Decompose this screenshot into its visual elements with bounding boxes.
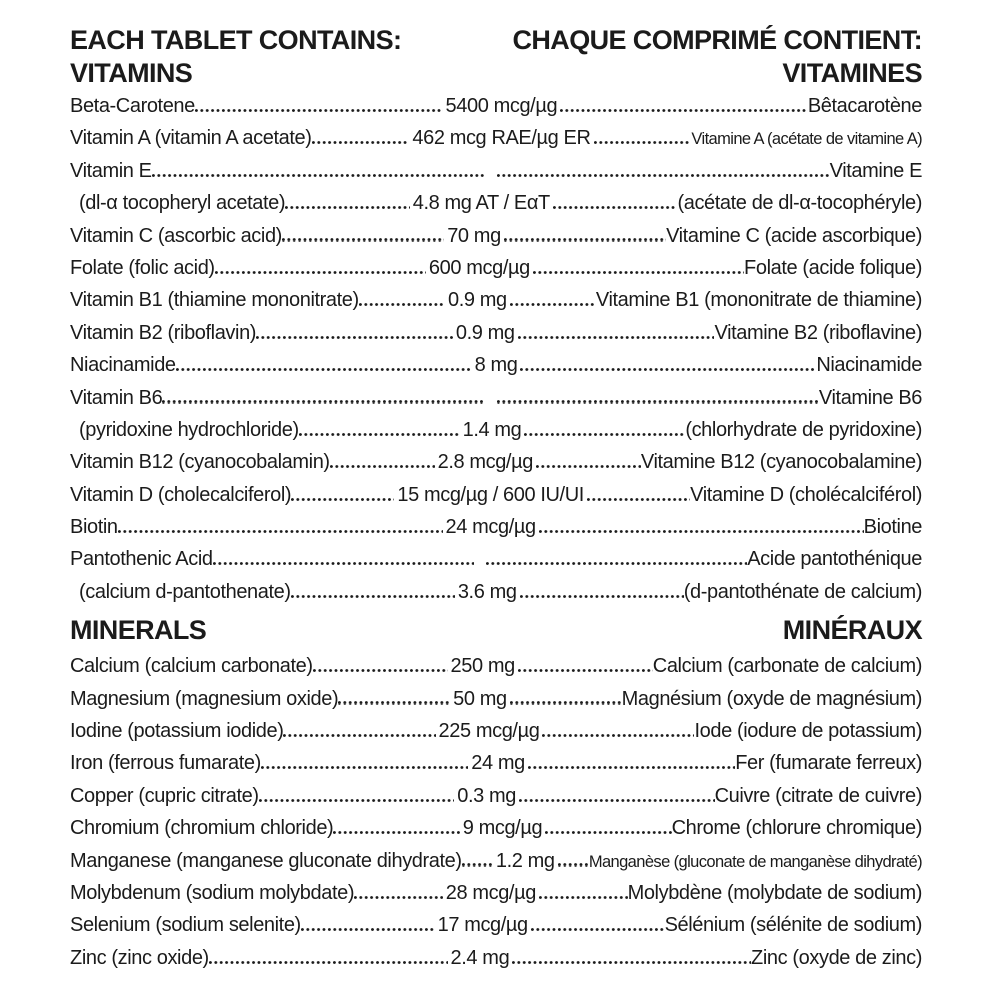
ingredient-name-fr: Magnésium (oxyde de magnésium) [621, 687, 922, 710]
dot-leader [486, 562, 747, 565]
ingredient-name-fr: Zinc (oxyde de zinc) [751, 946, 923, 969]
dot-leader [259, 799, 455, 802]
minerals-heading-fr: MINÉRAUX [782, 615, 922, 646]
ingredient-amount: 462 mcg RAE/µg ER [412, 127, 591, 150]
dot-leader [520, 595, 684, 598]
vitamin-row [70, 90, 922, 122]
ingredient-name-en: Vitamin B12 (cyanocobalamin) [70, 451, 330, 474]
dot-leader [528, 766, 735, 769]
ingredient-amount: 2.4 mg [450, 946, 510, 969]
mineral-row [70, 780, 922, 812]
ingredient-name-en: Chromium (chromium chloride) [70, 817, 334, 840]
vitamin-row [70, 543, 922, 575]
panel-title-fr: CHAQUE COMPRIMÉ CONTIENT: [512, 25, 922, 55]
vitamin-row [70, 511, 922, 543]
ingredient-name-en: Vitamin E [70, 159, 152, 182]
ingredient-name-fr: Vitamine C (acide ascorbique) [666, 224, 923, 247]
ingredient-name-en: (calcium d-pantothenate) [79, 580, 291, 603]
ingredient-name-fr: Molybdène (molybdate de sodium) [627, 881, 923, 904]
vitamin-row [70, 479, 922, 511]
vitamin-row [70, 349, 922, 381]
dot-leader [510, 303, 596, 306]
ingredient-amount: 15 mcg/µg / 600 IU/UI [397, 483, 584, 506]
mineral-row [70, 683, 922, 715]
dot-leader [531, 928, 665, 931]
dot-leader [330, 465, 435, 468]
dot-leader [152, 174, 485, 177]
dot-leader [359, 303, 445, 306]
panel-title [70, 24, 922, 57]
dot-leader [587, 498, 690, 501]
dot-leader [215, 271, 426, 274]
vitamin-row [70, 220, 922, 252]
ingredient-amount: 5400 mcg/µg [445, 95, 558, 117]
ingredient-name-en: Zinc (zinc oxide) [70, 946, 209, 969]
dot-leader [497, 400, 819, 403]
ingredient-name-en: Manganese (manganese gluconate dihydrate) [70, 849, 462, 872]
dot-leader [553, 206, 678, 209]
ingredient-name-fr: Vitamine B1 (mononitrate de thiamine) [595, 289, 923, 312]
dot-leader [594, 141, 692, 144]
ingredient-amount: 4.8 mg AT / EαT [412, 192, 550, 215]
ingredient-name-fr: Vitamine B12 (cyanocobalamine) [640, 451, 922, 474]
mineral-row [70, 942, 922, 974]
dot-leader [539, 530, 864, 533]
dot-leader [536, 465, 641, 468]
dot-leader [518, 336, 715, 339]
dot-leader [176, 368, 472, 371]
ingredient-name-fr: (d-pantothénate de calcium) [683, 580, 922, 603]
dot-leader [333, 831, 459, 834]
vitamin-row [70, 317, 922, 349]
ingredient-name-en: Niacinamide [70, 354, 176, 377]
dot-leader [560, 109, 808, 112]
dot-leader [545, 831, 671, 834]
dot-leader [313, 669, 448, 672]
ingredient-name-fr: Vitamine B6 [818, 386, 922, 409]
ingredient-amount: 0.9 mg [455, 321, 515, 344]
vitamins-heading-en: VITAMINS [70, 58, 193, 88]
dot-leader [162, 400, 484, 403]
mineral-row [70, 845, 922, 877]
ingredient-amount: 1.4 mg [462, 418, 522, 441]
dot-leader [256, 336, 453, 339]
dot-leader [291, 498, 394, 501]
vitamin-row [70, 187, 922, 219]
dot-leader [338, 701, 450, 704]
ingredient-name-fr: Vitamine E [829, 159, 923, 182]
ingredient-amount: 250 mg [450, 655, 515, 678]
ingredient-name-en: Vitamin A (vitamin A acetate) [70, 127, 312, 150]
vitamin-row [70, 382, 922, 414]
dot-leader [195, 109, 443, 112]
ingredient-amount: 225 mcg/µg [438, 720, 540, 743]
ingredient-name-en: Iron (ferrous fumarate) [70, 752, 261, 775]
ingredient-name-en: Pantothenic Acid [70, 548, 213, 571]
ingredient-amount: 600 mcg/µg [428, 256, 530, 279]
ingredient-name-en: Vitamin C (ascorbic acid) [70, 224, 282, 247]
ingredient-name-en: Beta-Carotene [70, 95, 195, 117]
dot-leader [520, 368, 816, 371]
ingredient-amount: 0.9 mg [447, 289, 507, 312]
ingredient-amount: 50 mg [453, 687, 507, 710]
mineral-row [70, 747, 922, 779]
ingredient-name-en: Vitamin B2 (riboflavin) [70, 321, 257, 344]
dot-leader [209, 961, 448, 964]
dot-leader [118, 530, 443, 533]
ingredient-amount: 9 mcg/µg [462, 817, 543, 840]
ingredient-name-fr: Vitamine D (cholécalciférol) [690, 483, 923, 506]
dot-leader [510, 701, 622, 704]
dot-leader [285, 206, 410, 209]
dot-leader [301, 928, 435, 931]
panel-title-en: EACH TABLET CONTAINS: [70, 25, 402, 55]
vitamin-row [70, 252, 922, 284]
ingredient-amount: 3.6 mg [457, 580, 517, 603]
minerals-section-heading [70, 608, 922, 650]
dot-leader [518, 669, 653, 672]
ingredient-name-fr: Manganèse (gluconate de manganèse dihydraté) [588, 852, 922, 871]
ingredient-name-fr: Chrome (chlorure chromique) [671, 817, 922, 840]
ingredient-name-fr: Acide pantothénique [747, 548, 923, 571]
dot-leader [497, 174, 830, 177]
ingredient-name-en: Vitamin B1 (thiamine mononitrate) [70, 289, 359, 312]
ingredient-name-fr: Fer (fumarate ferreux) [735, 752, 922, 775]
ingredient-name-en: Copper (cupric citrate) [70, 784, 259, 807]
dot-leader [519, 799, 715, 802]
ingredient-name-fr: (chlorhydrate de pyridoxine) [685, 418, 923, 441]
dot-leader [291, 595, 455, 598]
ingredient-name-fr: Sélénium (sélénite de sodium) [664, 914, 922, 937]
ingredient-name-fr: (acétate de dl-α-tocophéryle) [677, 192, 923, 215]
ingredient-amount: 1.2 mg [495, 849, 555, 872]
dot-leader [504, 238, 666, 241]
vitamins-heading-fr: VITAMINES [782, 58, 922, 88]
vitamin-row [70, 122, 922, 154]
dot-leader [299, 433, 460, 436]
ingredient-amount: 2.8 mcg/µg [437, 451, 533, 474]
dot-leader [354, 896, 443, 899]
vitamin-row [70, 414, 922, 446]
ingredient-amount: 24 mg [471, 752, 525, 775]
dot-leader [462, 863, 493, 866]
ingredient-name-en: Calcium (calcium carbonate) [70, 655, 313, 678]
dot-leader [533, 271, 744, 274]
vitamin-row [70, 155, 922, 187]
dot-leader [512, 961, 751, 964]
ingredient-name-fr: Niacinamide [816, 354, 922, 377]
ingredient-name-fr: Vitamine A (acétate de vitamine A) [691, 130, 922, 149]
ingredient-amount: 17 mcg/µg [437, 914, 528, 937]
ingredient-name-en: Vitamin D (cholecalciferol) [70, 483, 292, 506]
vitamin-row [70, 284, 922, 316]
vitamin-row [70, 576, 922, 608]
ingredient-name-fr: Vitamine B2 (riboflavine) [714, 321, 922, 344]
ingredient-name-fr: Bêtacarotène [807, 95, 922, 117]
ingredient-name-fr: Biotine [863, 516, 923, 539]
ingredient-amount: 8 mg [474, 354, 518, 377]
dot-leader [213, 562, 474, 565]
ingredient-name-fr: Calcium (carbonate de calcium) [652, 655, 923, 678]
dot-leader [282, 238, 444, 241]
dot-leader [283, 734, 435, 737]
ingredient-amount: 24 mcg/µg [445, 516, 536, 539]
dot-leader [558, 863, 589, 866]
ingredient-name-fr: Folate (acide folique) [744, 256, 923, 279]
dot-leader [261, 766, 468, 769]
ingredient-amount: 70 mg [447, 224, 501, 247]
ingredient-name-en: Molybdenum (sodium molybdate) [70, 881, 355, 904]
vitamins-section-heading [70, 57, 922, 90]
ingredient-name-en: Vitamin B6 [70, 386, 163, 409]
ingredient-amount: 0.3 mg [457, 784, 516, 807]
ingredient-name-en: Biotin [70, 516, 118, 539]
ingredient-name-en: (pyridoxine hydrochloride) [79, 418, 299, 441]
mineral-row [70, 812, 922, 844]
mineral-row [70, 909, 922, 941]
mineral-row [70, 715, 922, 747]
mineral-row [70, 877, 922, 909]
ingredient-amount: 28 mcg/µg [445, 881, 536, 904]
ingredient-name-en: Selenium (sodium selenite) [70, 914, 301, 937]
minerals-heading-en: MINERALS [70, 615, 207, 646]
dot-leader [524, 433, 685, 436]
ingredient-name-fr: Cuivre (citrate de cuivre) [714, 784, 923, 807]
ingredient-name-en: Folate (folic acid) [70, 256, 215, 279]
ingredient-name-en: Iodine (potassium iodide) [70, 720, 284, 743]
dot-leader [542, 734, 694, 737]
dot-leader [312, 141, 410, 144]
ingredient-name-en: (dl-α tocopheryl acetate) [79, 192, 286, 215]
vitamin-row [70, 446, 922, 478]
mineral-row [70, 650, 922, 682]
ingredient-name-en: Magnesium (magnesium oxide) [70, 687, 339, 710]
dot-leader [539, 896, 628, 899]
ingredient-name-fr: Iode (iodure de potassium) [694, 720, 922, 743]
